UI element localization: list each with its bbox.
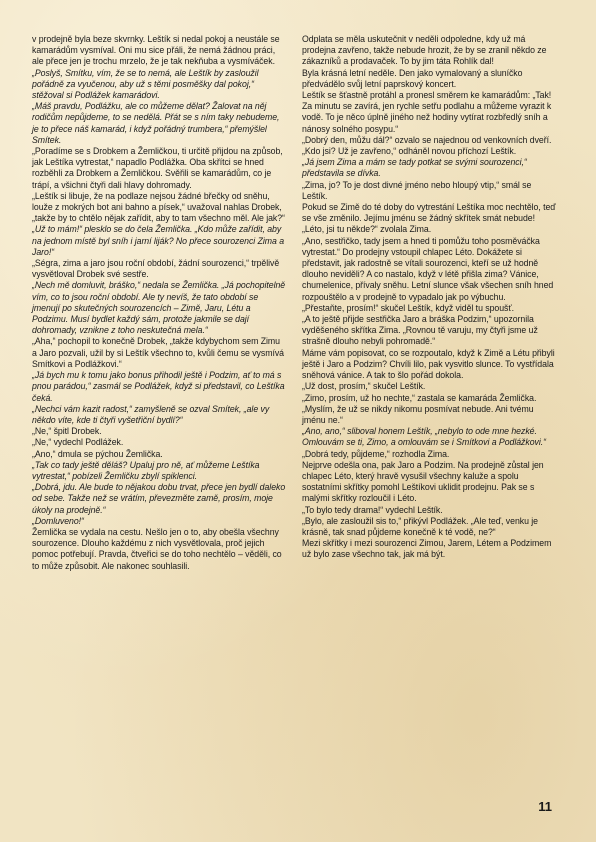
paragraph: „A to ještě přijde sestřička Jaro a bráška Podzim,“ upozornila vyděšeného skřítka Zima. „Rovnou tě varuju, my čtyři jsme už strašně dlouho nebyli pohromadě.“ [302, 314, 538, 347]
paragraph: „Nechci vám kazit radost,“ zamyšleně se ozval Smítek, „ale vy někdo víte, kde ti čtyři vyšetřiční bydlí?“ [32, 403, 270, 425]
paragraph: „Ano,“ dmula se pýchou Žemlička. [32, 448, 163, 459]
paragraph: „Nech mě domluvit, bráško,“ nedala se Žemlička. „Já pochopitelně vím, co to jsou roční období. Ale ty nevíš, že tato období se jmenují po skutečných sourozencích – Zimě, Jaru, Létu a Podzimu. Musí bydlet každý sám, protože jakmile se dají dohromady, vznikne z toho neskutečná mela.“ [32, 280, 286, 336]
paragraph: „Tak co tady ještě děláš? Upaluj pro ně, ať můžeme Leštíka vytrestat,“ pobízeli Žemličku zbylí spiklenci. [32, 459, 260, 481]
paragraph: „Ne,“ vydechl Podlážek. [32, 437, 124, 448]
paragraph: Mezi skřítky i mezi sourozenci Zimou, Jarem, Létem a Podzimem už bylo zase všechno tak, jak má být. [302, 538, 552, 560]
paragraph: Leštík se šťastně protáhl a pronesl směrem ke kamarádům: „Tak! Za minutu se zavírá, jen rychle setřu podlahu a můžeme vyrazit k vodě. To je něco úplně jiného než hodiny vytírat rozbředlý sníh a nánosy solného posypu.“ [302, 90, 552, 134]
paragraph: „Ano, ano,“ sliboval honem Leštík, „nebylo to ode mne hezké. Omlouvám se ti, Zimo, a omlouvám se i Smítkovi a Podlážkovi.“ [302, 426, 546, 448]
paragraph: v prodejně byla beze skvrnky. Leštík si nedal pokoj a neustále se kamarádům vysmíval. Oni mu sice přáli, že nemá žádnou práci, ale přece jen je trochu mrzelo, že je tak nekňuba a vysmíváček. [32, 34, 280, 67]
paragraph: Máme vám popisovat, co se rozpoutalo, když k Zimě a Létu přibyli ještě i Jaro a Podzim? Chvíli lilo, pak vysvitlo slunce. To vystřídala sněhová vánice. A tak to šlo pořád dokola. [302, 347, 555, 381]
paragraph: „Už dost, prosím,“ skučel Leštík. [302, 381, 426, 392]
paragraph: „Přestaňte, prosím!“ skučel Leštík, když viděl tu spoušť. [302, 302, 514, 313]
paragraph: „Leštík si libuje, že na podlaze nejsou žádné břečky od sněhu, louže z mokrých bot ani bahno a písek,“ uvažoval nahlas Drobek, „takže by to chtělo nějak zařídit, aby to tam všechno měl. Ale jak?“ [32, 190, 285, 224]
paragraph: „Ne,“ špitl Drobek. [32, 426, 102, 437]
paragraph: „Zimo, prosím, už ho nechte,“ zastala se kamaráda Žemlička. „Myslím, že už se nikdy nikomu posmívat nebude. Ani tvému jménu ne.“ [302, 392, 537, 425]
paragraph: Odplata se měla uskutečnit v neděli odpoledne, kdy už má prodejna zavřeno, takže nebude hrozit, že by se zranil někdo ze zákazníků a prodavaček. To by jim táta Rohlík dal! [302, 34, 547, 67]
paragraph: „Domluveno!“ [32, 515, 84, 526]
paragraph: „Bylo, ale zasloužil sis to,“ přikývl Podlážek. „Ale teď, venku je krásně, tak snad půjdeme konečně k té vodě, ne?“ [302, 515, 538, 537]
paragraph: „Dobrá tedy, půjdeme,“ rozhodla Zima. [302, 448, 450, 459]
paragraph: „Zima, jo? To je dost divné jméno nebo hloupý vtip,“ smál se Leštík. [302, 179, 532, 201]
paragraph: „Poradíme se s Drobkem a Žemličkou, ti určitě přijdou na způsob, jak Leštíka vytrestat,“ napadlo Podlážka. Oba skřítci se hned rozběhli za Drobkem a Žemličkou. Svěřili se kamarádům, co je trápí, a všichni čtyři dali hlavy dohromady. [32, 146, 283, 190]
paragraph: Nejprve odešla ona, pak Jaro a Podzim. Na prodejně zůstal jen chlapec Léto, který hravě vysušil všechny kaluže a spolu sostatními skřítky pomohl Leštíkovi uklidit prodejnu. Pak se s malými skřítky rozloučil i Léto. [302, 459, 544, 504]
paragraph: „Dobrý den, můžu dál?“ ozvalo se najednou od venkovních dveří. [302, 134, 552, 145]
paragraph: Pokud se Zimě do té doby do vytrestání Leštíka moc nechtělo, teď se vše změnilo. Jejímu jménu se žádný skřítek smát nebude! [302, 202, 556, 224]
paragraph: „Už to mám!“ plesklo se do čela Žemlička. „Kdo může zařídit, aby na jednom místě byl sníh i jarní liják? No přece sourozenci Zima a Jaro!“ [32, 224, 285, 257]
paragraph: „To bylo tedy drama!“ vydechl Leštík. [302, 504, 443, 515]
left-text-column [32, 34, 286, 572]
paragraph: „Ségra, zima a jaro jsou roční období, žádní sourozenci,“ trpělivě vysvětloval Drobek své sestře. [32, 258, 280, 280]
paragraph: „Kdo jsi? Už je zavřeno,“ odháněl novou příchozí Leštík. [302, 146, 517, 157]
right-text-column [302, 34, 556, 561]
paragraph: „Já jsem Zima a mám se tady potkat se svými sourozenci,“ představila se dívka. [302, 157, 527, 179]
paragraph: Byla krásná letní neděle. Den jako vymalovaný a sluníčko předvádělo svůj letní paprskový koncert. [302, 67, 523, 89]
paragraph: „Dobrá, jdu. Ale bude to nějakou dobu trvat, přece jen bydlí daleko od sebe. Takže než se vrátím, převezměte zamě, prosím, moje úkoly na prodejně.“ [32, 482, 286, 515]
page-number: 11 [538, 799, 552, 814]
paragraph: „Poslyš, Smítku, vím, že se to nemá, ale Leštík by zasloužil pořádně za vyučenou, aby už s těmi posměšky dal pokoj,“ stěžoval si Podlážek kamarádovi. [32, 67, 259, 101]
paragraph: „Léto, jsi tu někde?“ zvolala Zima. [302, 224, 432, 235]
paragraph: „Máš pravdu, Podlážku, ale co můžeme dělat? Žalovat na něj rodičům nepůjdeme, to se nedělá. Přát se s ním taky nebudeme, je to přece náš kamarád, i když pořádný trumbera,“ přemýšlel Smítek. [32, 101, 280, 145]
paragraph: Žemlička se vydala na cestu. Nešlo jen o to, aby obešla všechny sourozence. Dlouho každému z nich vysvětlovala, proč jejich pomoc potřebují. Pravda, čtveřici se do toho nechtělo – věděli, co to může způsobit. Ale nakonec souhlasili. [32, 526, 282, 571]
paragraph: „Aha,“ pochopil to konečně Drobek, „takže kdybychom sem Zimu a Jaro pozvali, užil by si Leštík všechno to, kvůli čemu se vysmívá Smítkovi a Podlážkovi.“ [32, 336, 284, 369]
paragraph: „Já bych mu k tomu jako bonus přihodil ještě i Podzim, ať to má s pnou parádou,“ zasmál se Podlážek, když si představil, co Leštíka čeká. [32, 370, 285, 403]
paragraph: „Ano, sestřičko, tady jsem a hned ti pomůžu toho posměváčka vytrestat.“ Do prodejny vstoupil chlapec Léto. Dokážete si představit, jak radostně se vítali sourozenci, kteří se už hodně dlouho neviděli? A co nastalo, když v létě přišla zima? Vánice, chumelenice, přívaly sněhu. Letní slunce však všechen sníh hned rozpouštělo a v prodejně to vypadalo jak po výbuchu. [302, 235, 554, 302]
